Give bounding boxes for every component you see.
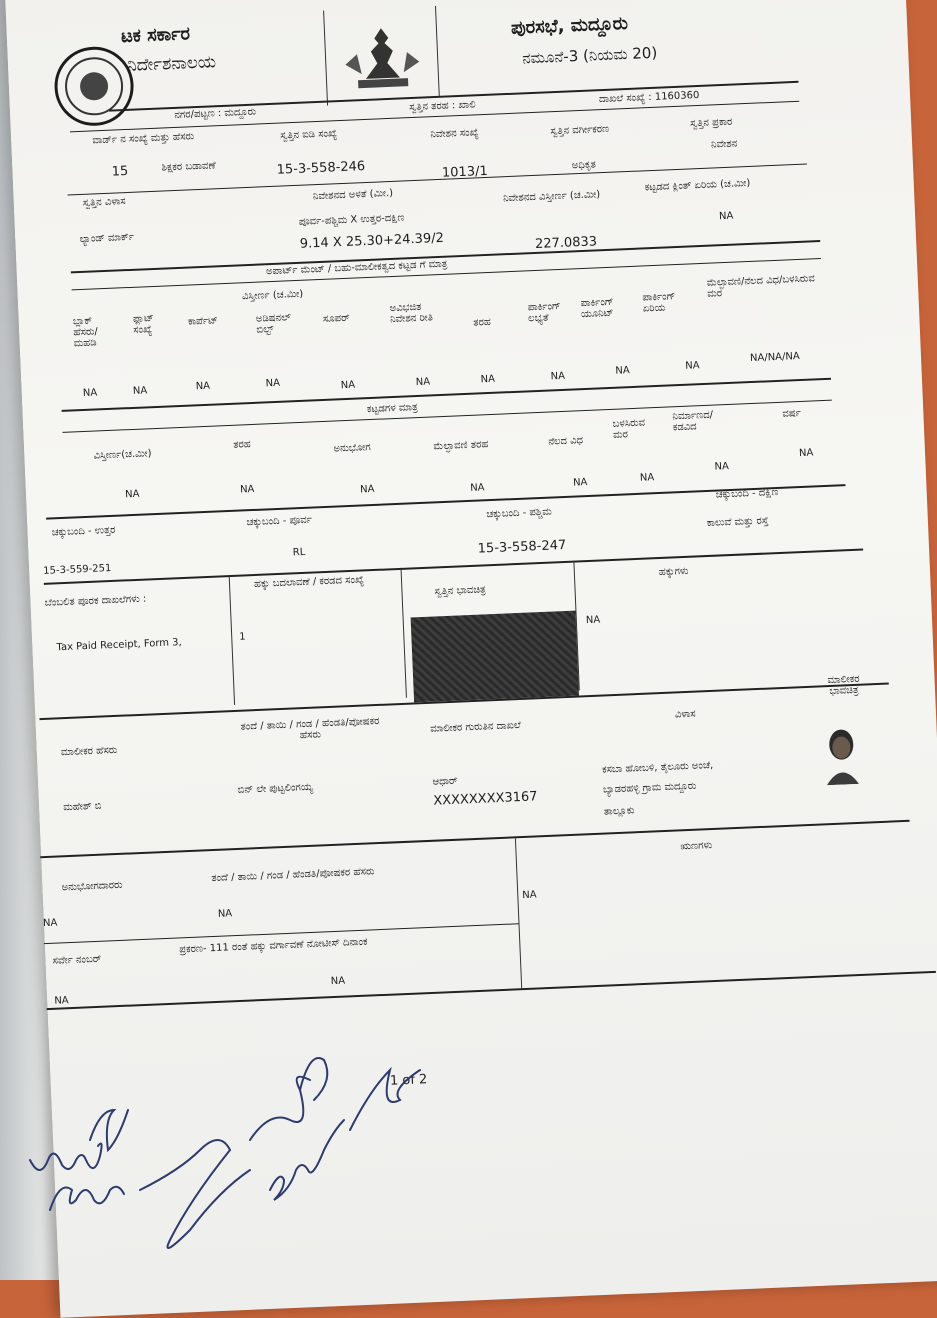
ward-no: 15 [111, 163, 129, 180]
owner-relation: ಬಿನ್ ಲೇ ಪುಟ್ಟಲಿಂಗಯ್ಯ [237, 781, 314, 796]
owner-address-line: ತಾಲ್ಲೂಕು [603, 805, 635, 818]
apt-value: NA [132, 385, 148, 397]
builtup-header: ಕಟ್ಟಡದ ಕ್ಲಿಂತ್ ಏರಿಯ (ಚ.ಮೀ) [644, 177, 751, 194]
bld-floor-header: ನೆಲದ ವಿಧ [548, 435, 584, 448]
dims-value: 9.14 X 25.30+24.39/2 [299, 230, 445, 252]
transfer-no: 1 [239, 631, 246, 643]
government-emblem-icon [336, 21, 429, 95]
apt-parking-lot-header: ಪಾರ್ಕಿಂಗ್ ಲಭ್ಯತೆ [527, 300, 561, 325]
header-divider [435, 6, 440, 96]
bld-value: NA [639, 472, 655, 484]
notice-value: NA [330, 975, 346, 988]
kind-value: ನಿವೇಶನ [710, 138, 738, 151]
area-value: 227.0833 [534, 234, 598, 252]
bld-value: NA [714, 461, 730, 473]
apt-value: NA [415, 376, 431, 389]
rule [62, 378, 831, 412]
rule [40, 820, 909, 858]
site-no: 1013/1 [441, 163, 489, 181]
apt-flat-header: ಫ್ಲಾಟ್ ಸಂಖ್ಯೆ [132, 312, 154, 336]
kind-header: ಸ್ವತ್ತಿನ ಪ್ರಕಾರ [689, 116, 733, 130]
bld-value: NA [239, 483, 255, 496]
apt-value: NA [550, 370, 566, 383]
docs-value: Tax Paid Receipt, Form 3, [56, 637, 182, 654]
town-label: ನಗರ/ಪಟ್ಟಣ : ಮದ್ದೂರು [174, 106, 257, 121]
rule [44, 548, 863, 584]
apt-value: NA [195, 380, 211, 393]
bld-type-header: ತರಹ [232, 439, 251, 451]
owner-id-type: ಆಧಾರ್ [432, 775, 458, 788]
transfer-header: ಹಕ್ಕು ಬದಲಾವಣೆ / ಕರಡದ ಸಂಖ್ಯೆ [253, 574, 365, 591]
photo-header: ಸ್ವತ್ತಿನ ಭಾವಚಿತ್ರ [434, 584, 486, 598]
east-header: ಚಕ್ಕುಬಂದಿ - ಪೂರ್ವ [246, 514, 313, 529]
occupant-relation-header: ತಂದೆ / ತಾಯಿ / ಗಂಡ / ಹೆಂಡತಿ/ಪೋಷಕರ ಹೆಸರು [211, 866, 375, 885]
apt-value: NA [615, 365, 630, 377]
apt-value: NA [685, 360, 700, 372]
apt-block-header: ಬ್ಲಾಕ್ ಹೆಸರು/ ಮಹಡಿ [72, 315, 99, 350]
owner-address-header: ವಿಳಾಸ [674, 708, 696, 721]
owner-address-line: ಬ್ಯಾಡರಹಳ್ಳಿ ಗ್ರಾಮ ಮದ್ದೂರು [602, 780, 697, 796]
ward-name: ಶಿಕ್ಷಕರ ಬಡಾವಣೆ [161, 160, 216, 174]
rule [515, 838, 522, 988]
bld-value: NA [359, 483, 375, 496]
property-id-header: ಸ್ವತ್ತಿನ ಐಡಿ ಸಂಖ್ಯೆ [280, 128, 338, 142]
occupant-value: NA [42, 917, 58, 930]
apt-value: NA [265, 377, 281, 390]
apt-type-header: ತರಹ [473, 316, 492, 329]
rule [229, 575, 236, 705]
municipality-title: ಪುರಸಭೆ, ಮದ್ದೂರು [510, 12, 629, 39]
owner-address-line: ಕಸಬಾ ಹೋಬಳಿ, ತೈಲೂರು ಅಂಚೆ, [601, 759, 714, 776]
loans-value: NA [522, 889, 537, 902]
loans-header: ಋಣಗಳು [680, 840, 713, 853]
state-seal-icon [51, 44, 136, 129]
ward-header: ವಾರ್ಡ್ ನ ಸಂಖ್ಯೆ ಮತ್ತು ಹೆಸರು [92, 131, 195, 147]
header-divider [323, 11, 328, 106]
property-type-label: ಸ್ವತ್ತಿನ ತರಹ : ಖಾಲಿ [408, 99, 476, 114]
apt-parking-unit-header: ಪಾರ್ಕಿಂಗ್ ಯೂನಿಟ್ [580, 296, 614, 321]
apartment-title: ಅಪಾರ್ಟ್ ಮೆಂಟ್ / ಬಹು-ಮಾಲೀಕತ್ವದ ಕಟ್ಟಡ ಗೆ ಮಾತ್ರ [265, 258, 448, 278]
bld-wood-header: ಬಳಸಿರುವ ಮರ [612, 417, 646, 441]
bld-value: NA [798, 447, 814, 460]
south-value: ಕಾಲುವೆ ಮತ್ತು ರಸ್ತೆ [706, 515, 769, 530]
page-indicator: 1 of 2 [389, 1072, 428, 1089]
builtup-value: NA [718, 210, 734, 223]
rule [47, 971, 936, 1010]
apt-value: NA [480, 373, 496, 386]
classification-header: ಸ್ವತ್ತಿನ ವರ್ಗೀಕರಣ [550, 123, 610, 138]
bld-roof-header: ಮೆಲ್ಛಾವಣಿ ತರಹ [433, 439, 489, 453]
bld-value: NA [469, 482, 485, 494]
dims-label: ಪೂರ್ವ-ಪಶ್ಚಿಮ X ಉತ್ತರ-ದಕ್ಷಿಣ [298, 212, 405, 228]
owner-photo-header: ಮಾಲೀಕರ ಭಾವಚಿತ್ರ [827, 673, 860, 698]
dims-header: ನಿವೇಶನದ ಅಳತೆ (ಮೀ.) [312, 187, 394, 203]
east-value: RL [292, 546, 306, 559]
apt-undivided-header: ಅವಿಭಜಿತ ನಿವೇಶನ ರೀತಿ [389, 301, 434, 326]
site-no-header: ನಿವೇಶನ ಸಂಖ್ಯೆ [430, 127, 479, 141]
property-id: 15-3-558-246 [276, 159, 366, 178]
apt-value: NA/NA/NA [749, 350, 800, 365]
property-photo-redacted [411, 611, 579, 703]
owner-relation-header: ತಂದೆ / ತಾಯಿ / ಗಂಡ / ಹೆಂಡತಿ/ಪೋಷಕರ ಹೆಸರು [240, 715, 380, 742]
apt-additional-header: ಅಡಿಷನಲ್ ಬಿಲ್ಟ್ [255, 312, 292, 336]
west-value: 15-3-558-247 [477, 537, 567, 557]
handwritten-signature-icon [20, 1020, 480, 1260]
owner-name: ಮಹೇಶ್ ಬಿ [63, 800, 102, 814]
docs-header: ಬೆಂಬಲಿತ ಪೂರಕ ದಾಖಲೆಗಳು : [44, 593, 147, 609]
owner-name-header: ಮಾಲೀಕರ ಹೆಸರು [60, 744, 118, 759]
apt-super-header: ಸೂಪರ್ [322, 312, 350, 325]
register-no-label: ದಾಖಲೆ ಸಂಖ್ಯೆ : 1160360 [598, 89, 700, 106]
apt-carpet-header: ಕಾರ್ಪೆಟ್ [187, 315, 219, 328]
bld-value: NA [572, 476, 588, 489]
west-header: ಚಕ್ಕುಬಂದಿ - ಪಶ್ಚಿಮ [486, 506, 553, 521]
south-header: ಚಕ್ಕುಬಂದಿ - ದಕ್ಷಿಣ [715, 486, 779, 501]
building-title: ಕಟ್ಟಡಗಳ ಮಾತ್ರ [366, 402, 418, 416]
classification-value: ಅಧಿಕೃತ [571, 159, 597, 172]
bld-area-header: ವಿಸ್ತೀರ್ಣ(ಚ.ಮೀ) [93, 448, 152, 462]
bld-class-header: ವರ್ಷ [782, 407, 802, 420]
occupant-relation-value: NA [217, 908, 233, 920]
north-header: ಚಕ್ಕುಬಂದಿ - ಉತ್ತರ [51, 524, 116, 539]
survey-header: ಸರ್ವೇ ನಂಬರ್ [52, 953, 102, 967]
occupant-header: ಅನುಭೋಗದಾರರು [61, 879, 123, 894]
owner-id-no: XXXXXXXX3167 [432, 789, 538, 809]
address-header: ಸ್ವತ್ತಿನ ವಿಳಾಸ [82, 196, 126, 209]
landmark-header: ಲ್ಯಾಂಡ್ ಮಾರ್ಕ್ [79, 231, 135, 246]
owner-id-header: ಮಾಲೀಕರ ಗುರುತಿನ ದಾಖಲೆ [430, 719, 521, 735]
rights-header: ಹಕ್ಕುಗಳು [658, 565, 689, 579]
bld-value: NA [124, 488, 140, 501]
notice-header: ಪ್ರಕರಣ- 111 ರಂತೆ ಹಕ್ಕು ವರ್ಗಾವಣೆ ನೋಟೀಸ್ ದಿನಾಂಕ [179, 936, 368, 956]
rights-value: NA [585, 614, 601, 627]
apt-parking-area-header: ಪಾರ್ಕಿಂಗ್ ಏರಿಯ [642, 291, 676, 315]
bld-usage-header: ಅನುಭೋಗ [333, 442, 371, 455]
owner-photo-icon [820, 724, 862, 786]
bld-year-header: ನಿರ್ಮಾಣದ/ ಕಡವಿದ [672, 409, 714, 434]
rule [400, 568, 407, 698]
north-value: 15-3-559-251 [43, 562, 112, 577]
area-header: ನಿವೇಶನದ ವಿಸ್ತೀರ್ಣ (ಚ.ಮೀ) [502, 189, 601, 205]
apt-floors-header: ಮೆಲ್ಛಾವಣಿ/ನೆಲದ ವಿಧ/ಬಳಸಿರುವ ಮರ [706, 273, 815, 300]
form-title: ನಮೂನೆ-3 (ನಿಯಮ 20) [521, 43, 658, 68]
apt-area-header: ವಿಸ್ತೀರ್ಣ (ಚ.ಮೀ) [241, 288, 304, 303]
government-title: ಟಕ ಸರ್ಕಾರ [120, 23, 191, 48]
apt-value: NA [340, 379, 356, 392]
survey-value: NA [54, 995, 69, 1007]
apt-value: NA [82, 387, 98, 400]
directorate-title: ನಿರ್ದೇಶನಾಲಯ [126, 52, 217, 76]
